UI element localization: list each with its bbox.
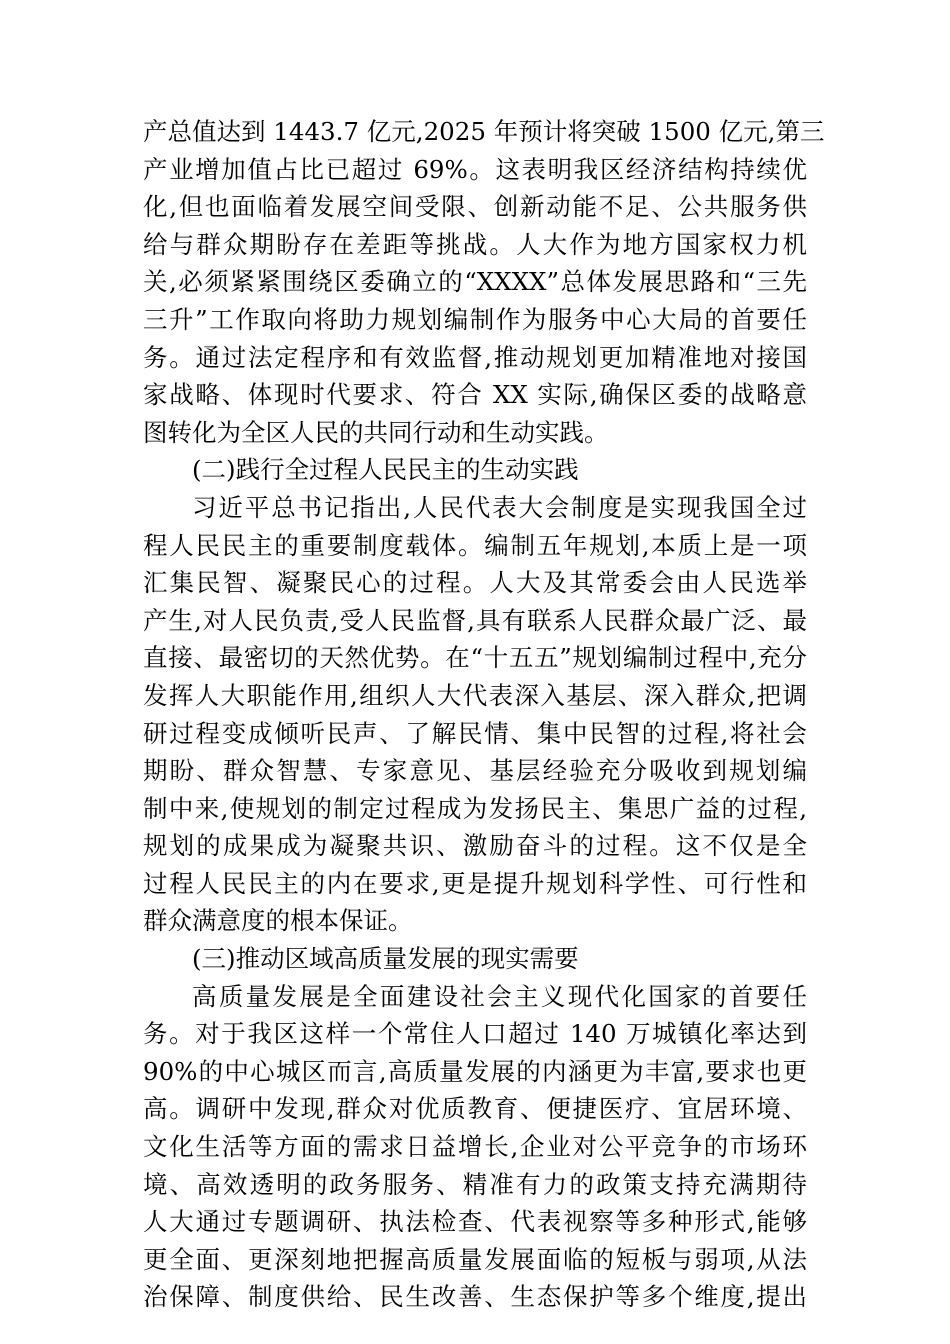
paragraph-development [143, 978, 807, 1316]
section-heading-2: (二)践行全过程人民民主的生动实践 [192, 455, 579, 485]
text-line: 汇集民智、凝聚民心的过程。人大及其常委会由人民选举 [143, 568, 807, 598]
text-line: 家战略、体现时代要求、符合 XX 实际,确保区委的战略意 [143, 380, 807, 410]
text-line: 务。通过法定程序和有效监督,推动规划更加精准地对接国 [143, 342, 807, 372]
text-line: 务。对于我区这样一个常住人口超过 140 万城镇化率达到 [143, 1019, 807, 1049]
text-line: 90%的中心城区而言,高质量发展的内涵更为丰富,要求也更 [143, 1056, 807, 1086]
text-line: 文化生活等方面的需求日益增长,企业对公平竞争的市场环 [143, 1132, 807, 1162]
text-line: 三升”工作取向将助力规划编制作为服务中心大局的首要任 [143, 304, 807, 334]
text-line: 产总值达到 1443.7 亿元,2025 年预计将突破 1500 亿元,第三 [143, 117, 825, 146]
text-line: 高。调研中发现,群众对优质教育、便捷医疗、宜居环境、 [143, 1094, 807, 1124]
text-line: 产生,对人民负责,受人民监督,具有联系人民群众最广泛、最 [143, 605, 807, 635]
text-line: 规划的成果成为凝聚共识、激励奋斗的过程。这不仅是全 [143, 831, 807, 861]
text-line: 化,但也面临着发展空间受限、创新动能不足、公共服务供 [143, 192, 807, 222]
text-line: 更全面、更深刻地把握高质量发展面临的短板与弱项,从法 [143, 1244, 807, 1274]
text-line: 关,必须紧紧围绕区委确立的“XXXX”总体发展思路和“三先 [143, 267, 807, 297]
paragraph-democracy [143, 489, 807, 940]
text-line: 产业增加值占比已超过 69%。这表明我区经济结构持续优 [143, 154, 807, 184]
text-line: 期盼、群众智慧、专家意见、基层经验充分吸收到规划编 [143, 756, 807, 786]
text-line: 制中来,使规划的制定过程成为发扬民主、集思广益的过程, [143, 793, 807, 823]
text-line: 高质量发展是全面建设社会主义现代化国家的首要任 [192, 981, 807, 1011]
text-line: 发挥人大职能作用,组织人大代表深入基层、深入群众,把调 [143, 680, 807, 710]
text-line: 研过程变成倾听民声、了解民情、集中民智的过程,将社会 [143, 718, 807, 748]
text-line: 直接、最密切的天然优势。在“十五五”规划编制过程中,充分 [143, 643, 807, 673]
paragraph-economy [143, 113, 825, 451]
section-heading-3: (三)推动区域高质量发展的现实需要 [192, 944, 579, 974]
text-line: 图转化为全区人民的共同行动和生动实践。 [143, 417, 609, 447]
text-line: 给与群众期盼存在差距等挑战。人大作为地方国家权力机 [143, 229, 807, 259]
text-line: 境、高效透明的政务服务、精准有力的政策支持充满期待 [143, 1169, 807, 1199]
text-line: 程人民民主的重要制度载体。编制五年规划,本质上是一项 [143, 530, 807, 560]
text-line: 群众满意度的根本保证。 [143, 906, 413, 936]
text-line: 人大通过专题调研、执法检查、代表视察等多种形式,能够 [143, 1207, 807, 1237]
text-line: 过程人民民主的内在要求,更是提升规划科学性、可行性和 [143, 868, 807, 898]
text-line: 习近平总书记指出,人民代表大会制度是实现我国全过 [192, 492, 807, 522]
text-line: 治保障、制度供给、民生改善、生态保护等多个维度,提出 [143, 1282, 807, 1312]
document-page [143, 113, 825, 1316]
